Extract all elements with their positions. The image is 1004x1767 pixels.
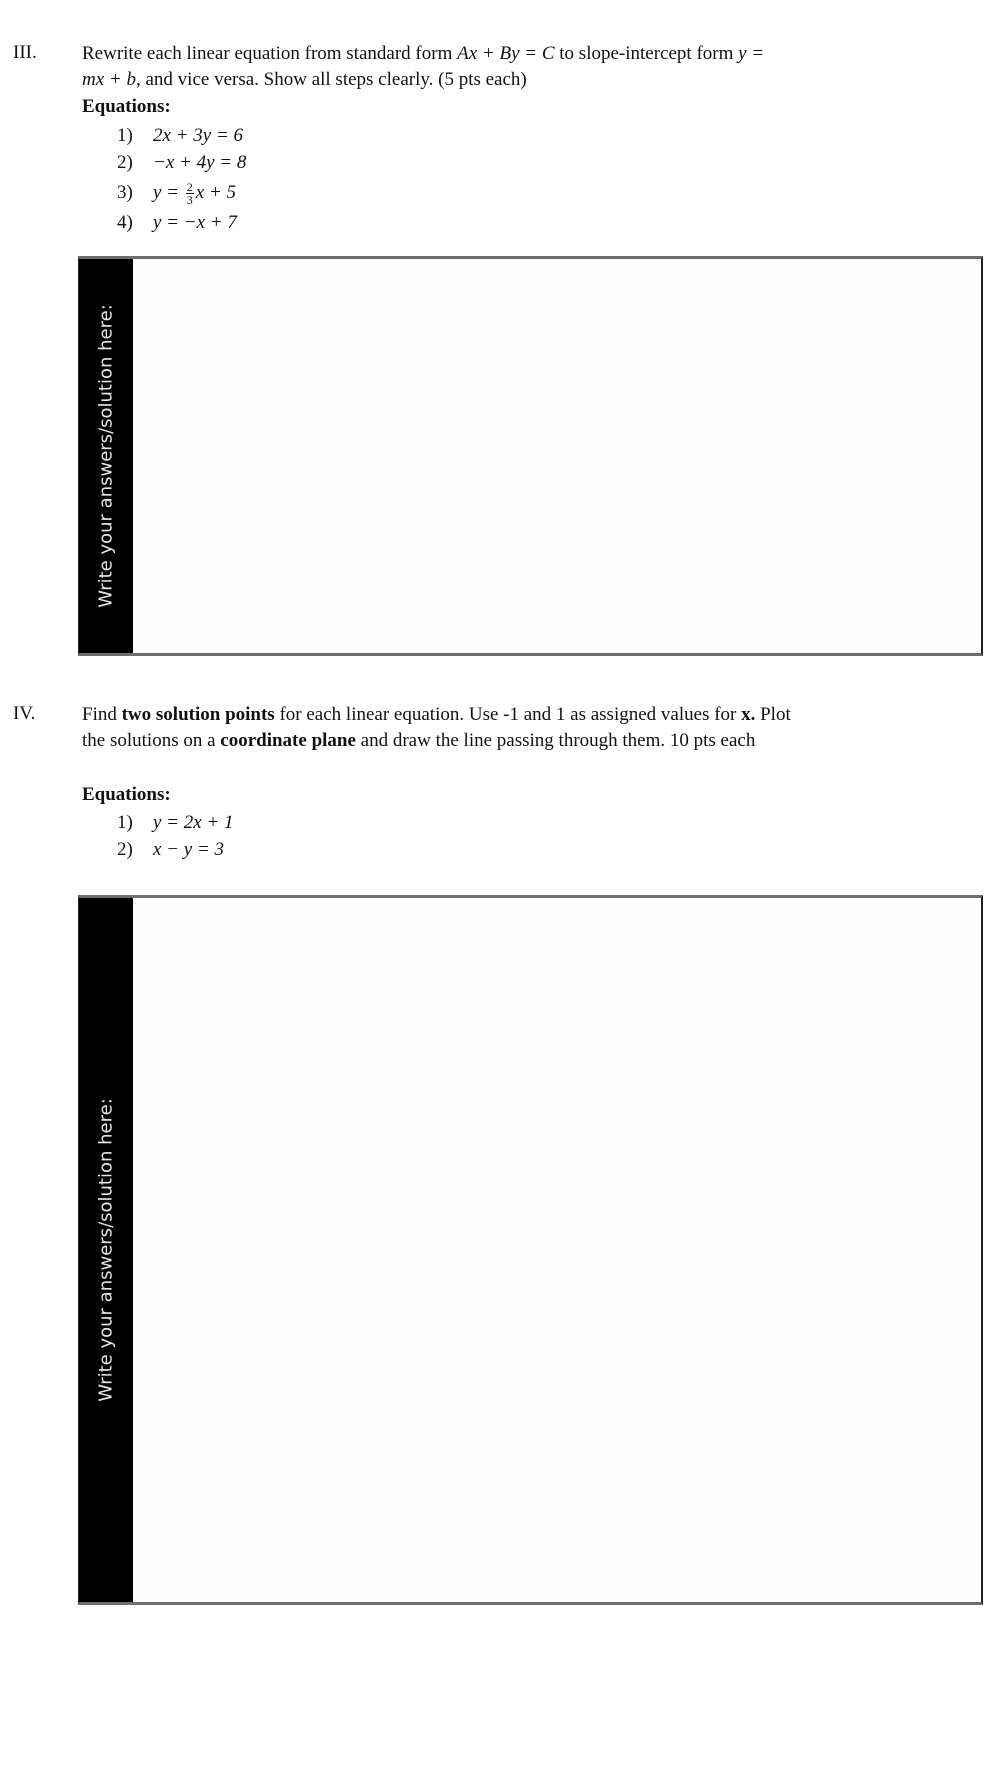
section-3-answer-box [78, 256, 983, 656]
instruction-text: Rewrite each linear equation from standard form [82, 43, 458, 64]
equation-number: 2) [117, 839, 133, 860]
section-3-number: III. [13, 42, 37, 63]
section-4-number: IV. [13, 703, 36, 724]
equation-item [117, 122, 246, 149]
equation-number: 1) [117, 125, 133, 146]
answer-label: Write your answers/solution here: [95, 304, 117, 608]
equation-text: x + 5 [195, 182, 237, 203]
equation-number: 2) [117, 152, 133, 173]
instruction-text: to slope-intercept form [554, 43, 739, 64]
slope-intercept-math: mx + b [82, 69, 136, 90]
emphasis-text: coordinate plane [220, 730, 356, 751]
equation-text: y = −x + 7 [153, 212, 237, 233]
section-3-equations-heading: Equations: [82, 96, 171, 117]
instruction-text: , and vice versa. Show all steps clearly. (5 pts each) [135, 69, 527, 90]
answer-label-band [79, 898, 133, 1602]
section-3-instructions [82, 41, 992, 93]
instruction-text: Find [82, 704, 122, 725]
section-4-answer-area[interactable] [133, 898, 981, 1602]
instruction-text: for each linear equation. Use -1 and 1 as assigned values for [274, 704, 742, 725]
equation-text: x − y = 3 [153, 839, 225, 860]
section-3-answer-area[interactable] [133, 259, 981, 653]
equation-number: 1) [117, 812, 133, 833]
equation-item [117, 149, 246, 176]
fraction-denominator: 3 [186, 193, 193, 208]
equation-number: 4) [117, 212, 133, 233]
instruction-text: the solutions on a [82, 730, 221, 751]
equation-item [117, 209, 246, 236]
section-4-equations-heading: Equations: [82, 784, 171, 805]
emphasis-text: two solution points [121, 704, 275, 725]
answer-label-band [79, 259, 133, 653]
equation-item [117, 176, 246, 209]
equation-text: y = [153, 182, 184, 203]
answer-label: Write your answers/solution here: [95, 1098, 117, 1402]
section-4-instructions [82, 702, 992, 754]
emphasis-text: x. [741, 704, 756, 725]
fraction [186, 181, 194, 206]
instruction-text: and draw the line passing through them. 10 pts each [355, 730, 756, 751]
instruction-text: Plot [755, 704, 791, 725]
equation-text: 2x + 3y = 6 [153, 125, 244, 146]
equation-text: −x + 4y = 8 [153, 152, 247, 173]
section-4-equation-list [117, 809, 234, 863]
slope-intercept-math: y = [738, 43, 765, 64]
equation-number: 3) [117, 182, 133, 203]
equation-item [117, 836, 234, 863]
section-3-equation-list [117, 122, 246, 236]
section-4-answer-box [78, 895, 983, 1605]
equation-item [117, 809, 234, 836]
fraction-numerator: 2 [186, 180, 193, 195]
standard-form-math: Ax + By = C [457, 43, 555, 64]
equation-text: y = 2x + 1 [153, 812, 234, 833]
